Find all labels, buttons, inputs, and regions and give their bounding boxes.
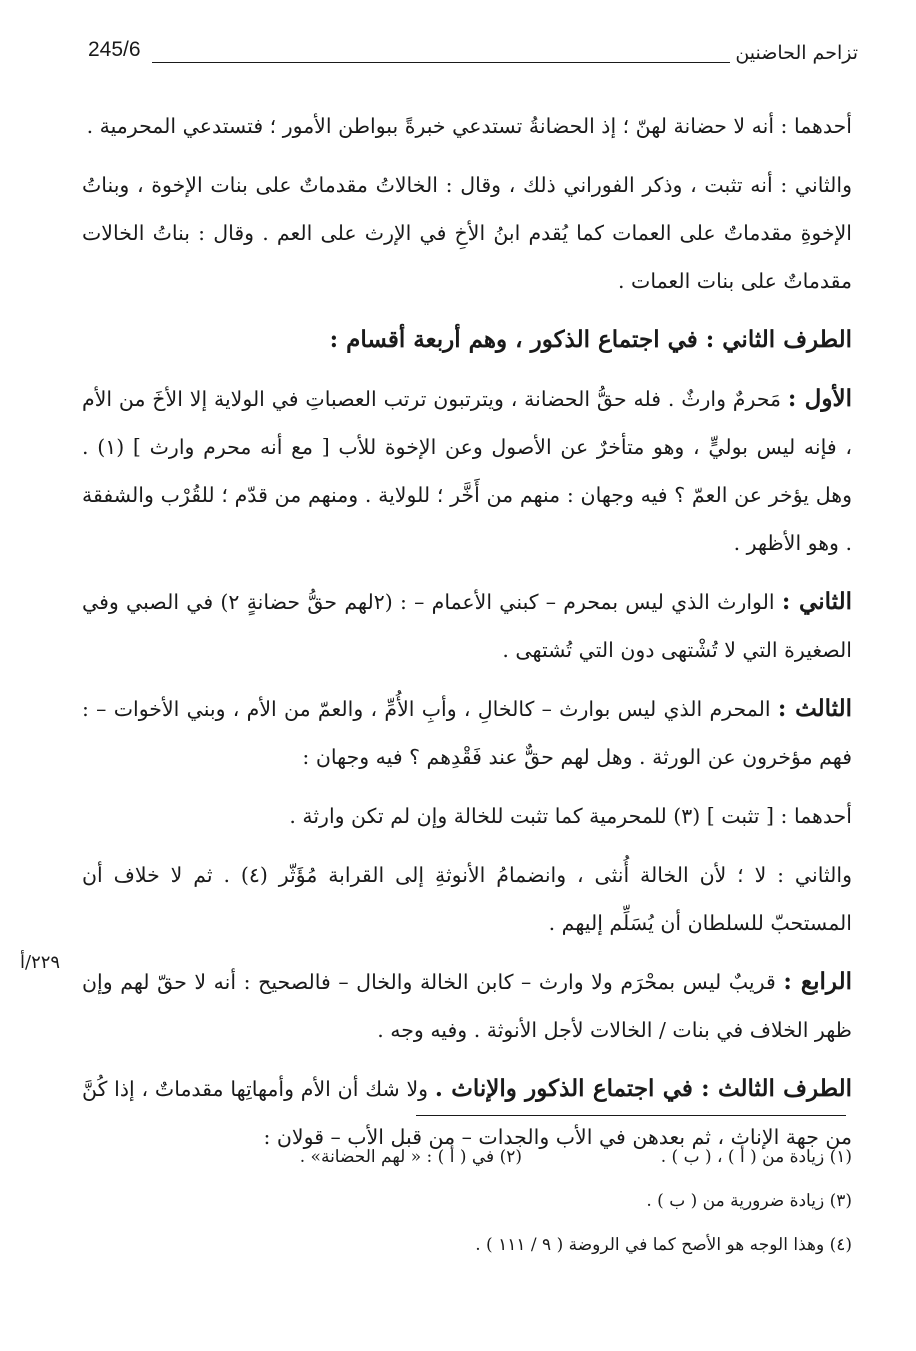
footnote: (١) زيادة من ( أ ) ، ( ب ) . bbox=[660, 1147, 852, 1167]
footnotes bbox=[82, 1135, 852, 1267]
paragraph-text: المحرم الذي ليس بوارث – كالخالِ ، وأبِ الأُمِّ ، والعمّ من الأم ، وبني الأخوات – : فهم مؤخرون عن الورثة . وهل لهم حقٌّ عند فَقْدِهم ؟ فيه وجهان : bbox=[82, 697, 852, 769]
footnote-rule bbox=[416, 1115, 846, 1116]
paragraph: أحدهما : أنه لا حضانة لهنّ ؛ إذ الحضانةُ تستدعي خبرةً ببواطن الأمور ؛ فتستدعي المحرمية . bbox=[86, 114, 852, 138]
paragraph bbox=[82, 578, 852, 674]
paragraph-text: ولا شك أن الأم وأمهاتِها مقدماتٌ ، إذا كُنَّ من جهة الإناث ، ثم بعدهن في الأب والجدات – من قبل الأب – قولان : bbox=[82, 1077, 852, 1149]
main-text bbox=[82, 102, 852, 1172]
page-number: 245/6 bbox=[88, 38, 141, 61]
page-header bbox=[88, 38, 858, 74]
running-title: تزاحم الحاضنين bbox=[735, 42, 858, 64]
paragraph-text: مَحرمٌ وارثٌ . فله حقُّ الحضانة ، ويترتبون ترتب العصباتِ في الولاية إلا الأخَ من الأم ، فإنه ليس بوليٍّ ، وهو متأخرٌ عن الأصول وعن الإخوة للأب [ مع أنه محرم وارث ] (١) . وهل يؤخر عن العمّ ؟ فيه وجهان : منهم من أَخَّر ؛ للولاية . ومنهم من قدّم ؛ للقُرْب والشفقة . وهو الأظهر . bbox=[82, 387, 852, 555]
paragraph: والثاني : لا ؛ لأن الخالة أُنثى ، وانضمامُ الأنوثةِ إلى القرابة مُؤَثّر (٤) . ثم لا خلاف أن المستحبّ للسلطان أن يُسَلِّم إليهم . bbox=[82, 863, 852, 935]
paragraph: والثاني : أنه تثبت ، وذكر الفوراني ذلك ، وقال : الخالاتُ مقدماتٌ على بنات الإخوة ، وبناتُ الإخوةِ مقدماتٌ على العمات كما يُقدم ابنُ الأخِ في الإرث على العم . وقال : بناتُ الخالات مقدماتٌ على بنات العمات . bbox=[82, 173, 852, 293]
paragraph bbox=[82, 685, 852, 781]
footnote: (٢) في ( أ ) : « لهم الحضانة» . bbox=[299, 1147, 522, 1167]
paragraph: أحدهما : [ تثبت ] (٣) للمحرمية كما تثبت للخالة وإن لم تكن وارثة . bbox=[289, 804, 852, 828]
section-heading: الطرف الثاني : في اجتماع الذكور ، وهم أربعة أقسام : bbox=[329, 326, 852, 353]
header-rule bbox=[152, 62, 730, 63]
paragraph bbox=[82, 375, 852, 567]
paragraph bbox=[82, 958, 852, 1054]
section-heading: الطرف الثالث : في اجتماع الذكور والإناث . bbox=[434, 1075, 852, 1102]
paragraph-lead: الثاني : bbox=[781, 588, 852, 615]
paragraph-text: قريبٌ ليس بمحْرَم ولا وارث – كابن الخالة والخال – فالصحيح : أنه لا حقّ لهم وإن ظهر الخلاف في بنات / الخالات لأجل الأنوثة . وفيه وجه . bbox=[82, 970, 852, 1042]
footnote: (٣) زيادة ضرورية من ( ب ) . bbox=[646, 1191, 852, 1211]
paragraph-lead: الثالث : bbox=[777, 695, 853, 722]
paragraph-lead: الأول : bbox=[787, 385, 852, 412]
paragraph-lead: الرابع : bbox=[783, 968, 852, 995]
footnote: (٤) وهذا الوجه هو الأصح كما في الروضة ( ٩ / ١١١ ) . bbox=[475, 1235, 852, 1255]
margin-folio-note: ٢٢٩/أ bbox=[20, 952, 61, 973]
paragraph-text: الوارث الذي ليس بمحرم – كبني الأعمام – : (٢لهم حقُّ حضانةٍ ٢) في الصبي وفي الصغيرة التي لا تُشْتهى دون التي تُشتهى . bbox=[82, 590, 852, 662]
footnote-row bbox=[82, 1135, 852, 1179]
